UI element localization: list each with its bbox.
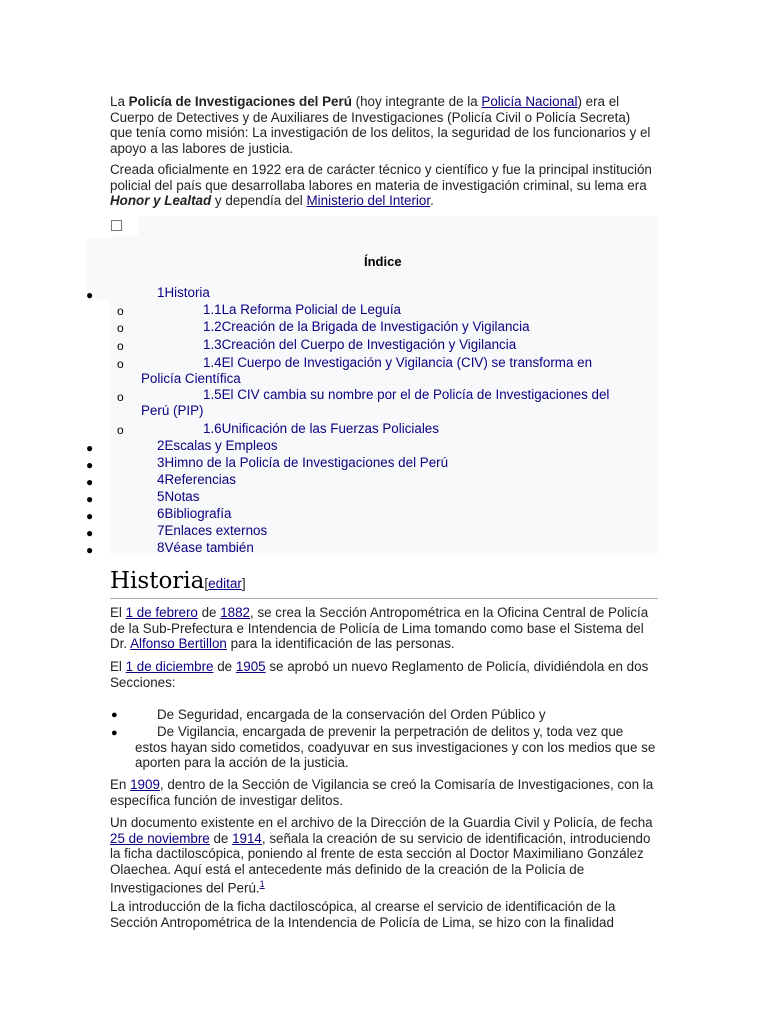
- bullet-icon: ●: [86, 475, 94, 489]
- text: , dentro de la Sección de Vigilancia se creó la Comisaría de Investigaciones, con la específica función de investigar delitos.: [110, 777, 654, 808]
- toc-item-1-1[interactable]: 1.1La Reforma Policial de Leguía: [203, 302, 402, 317]
- toc-item-1-2[interactable]: 1.2Creación de la Brigada de Investigación y Vigilancia: [203, 319, 530, 334]
- toc-item-7[interactable]: 7Enlaces externos: [157, 523, 268, 538]
- toc-title: Índice: [364, 254, 402, 269]
- link-date[interactable]: 25 de noviembre: [110, 830, 210, 846]
- bullet-icon: ●: [86, 492, 94, 506]
- toc-item-1[interactable]: 1Historia: [157, 285, 210, 300]
- text: para la identificación de las personas.: [226, 636, 455, 651]
- toc-item-1-4[interactable]: 1.4El Cuerpo de Investigación y Vigilancia (CIV) se transforma en: [203, 355, 593, 370]
- circle-bullet-icon: o: [117, 390, 124, 404]
- bracket: [: [204, 576, 209, 591]
- text: .: [430, 193, 434, 208]
- toc-item-6[interactable]: 6Bibliografía: [157, 506, 232, 521]
- link-year[interactable]: 1882: [220, 605, 250, 620]
- text: y dependía del: [211, 193, 307, 208]
- toc-item-1-6[interactable]: 1.6Unificación de las Fuerzas Policiales: [203, 421, 439, 436]
- circle-bullet-icon: o: [117, 304, 124, 318]
- section-title: Historia: [110, 568, 205, 594]
- bullet-icon: ●: [86, 543, 94, 557]
- circle-bullet-icon: o: [117, 339, 124, 353]
- text: , se crea la Sección Antropométrica en la Oficina Central de Policía de la Sub-Prefectura e Intendencia de Policía de Lima tomando como base el Sistema del Dr.: [110, 605, 649, 651]
- text: La: [110, 94, 129, 109]
- motto: Honor y Lealtad: [110, 193, 212, 208]
- link-year[interactable]: 1909: [130, 777, 160, 792]
- intro-paragraph-2: [110, 162, 655, 209]
- edit-link[interactable]: editar: [208, 576, 242, 591]
- text: se aprobó un nuevo Reglamento de Policía, dividiéndola en dos Secciones:: [110, 659, 649, 690]
- text: de: [213, 659, 236, 674]
- bullet-icon: ●: [86, 441, 94, 455]
- historia-paragraph-3: [110, 777, 658, 808]
- text: El: [110, 659, 126, 674]
- bullet-icon: ●: [111, 727, 118, 739]
- toc-item-2[interactable]: 2Escalas y Empleos: [157, 438, 278, 453]
- toc-item-1-4-cont[interactable]: Policía Científica: [141, 371, 241, 386]
- text: (hoy integrante de la: [351, 94, 482, 109]
- section-heading-historia: [110, 568, 658, 599]
- historia-paragraph-1: [110, 605, 658, 652]
- link-ministerio-interior[interactable]: Ministerio del Interior: [306, 193, 431, 208]
- text: de: [209, 830, 233, 846]
- circle-bullet-icon: o: [117, 357, 124, 371]
- list-item: De Seguridad, encargada de la conservación del Orden Público y: [157, 707, 546, 722]
- toc-item-1-3[interactable]: 1.3Creación del Cuerpo de Investigación y Vigilancia: [203, 337, 517, 352]
- historia-paragraph-4: [110, 815, 658, 896]
- intro-paragraph-1: [110, 94, 655, 156]
- toc-item-8[interactable]: 8Véase también: [157, 540, 254, 555]
- bullet-icon: ●: [111, 709, 118, 721]
- historia-paragraph-5: La introducción de la ficha dactiloscópica, al crearse el servicio de identificación de la Sección Antropométrica de la Intendencia de Policía de Lima, se hizo con la finalidad: [110, 899, 616, 930]
- toc-item-1-5-cont[interactable]: Perú (PIP): [141, 403, 204, 418]
- text: Creada oficialmente en 1922 era de carácter técnico y científico y fue la principal institución policial del país que desarrollaba labores en materia de investigación criminal, su lema era: [110, 162, 652, 193]
- circle-bullet-icon: o: [117, 423, 124, 437]
- list-item: De Vigilancia, encargada de prevenir la perpetración de delitos y, toda vez que estos hayan sido cometidos, coadyuvar en sus investigaciones y con los medios que se aporten para la acción de la justicia.: [135, 724, 656, 770]
- text: , señala la creación de su servicio de identificación, introduciendo la ficha dactiloscópica, poniendo al frente de esta sección al Doctor Maximiliano González Olaechea. Aquí está el antecedente más definido de la creación de la Policía de Investigaciones del Perú.: [110, 830, 651, 896]
- toc-item-4[interactable]: 4Referencias: [157, 472, 236, 487]
- toc-item-3[interactable]: 3Himno de la Policía de Investigaciones del Perú: [157, 455, 449, 470]
- bullet-icon: ●: [86, 288, 94, 302]
- bracket: ]: [241, 576, 246, 591]
- link-date[interactable]: 1 de febrero: [125, 605, 198, 620]
- bullet-icon: ●: [86, 458, 94, 472]
- link-year[interactable]: 1914: [232, 830, 262, 846]
- article-subject: Policía de Investigaciones del Perú: [128, 94, 352, 109]
- reference-link[interactable]: 1: [259, 879, 265, 889]
- toc-item-5[interactable]: 5Notas: [157, 489, 200, 504]
- link-date[interactable]: 1 de diciembre: [125, 659, 214, 674]
- link-policia-nacional[interactable]: Policía Nacional: [481, 94, 578, 109]
- link-alfonso-bertillon[interactable]: Alfonso Bertillon: [130, 636, 227, 651]
- bullet-icon: ●: [86, 509, 94, 523]
- bullet-icon: ●: [86, 526, 94, 540]
- text: En: [110, 777, 131, 792]
- text: ) era el Cuerpo de Detectives y de Auxiliares de Investigaciones (Policía Civil o Policía Secreta) que tenía como misión: La investigación de los delitos, la seguridad de los funcionarios y el apoyo a las labores de justicia.: [110, 94, 651, 156]
- link-year[interactable]: 1905: [235, 659, 266, 674]
- text: de: [197, 605, 221, 620]
- edit-section: [204, 576, 245, 591]
- circle-bullet-icon: o: [117, 321, 124, 335]
- text: El: [110, 605, 126, 620]
- toc-toggle-checkbox[interactable]: [111, 220, 122, 231]
- text: Un documento existente en el archivo de la Dirección de la Guardia Civil y Policía, de fecha: [110, 815, 653, 830]
- toc-item-1-5[interactable]: 1.5El CIV cambia su nombre por el de Policía de Investigaciones del: [203, 387, 610, 402]
- historia-paragraph-2: [110, 659, 658, 690]
